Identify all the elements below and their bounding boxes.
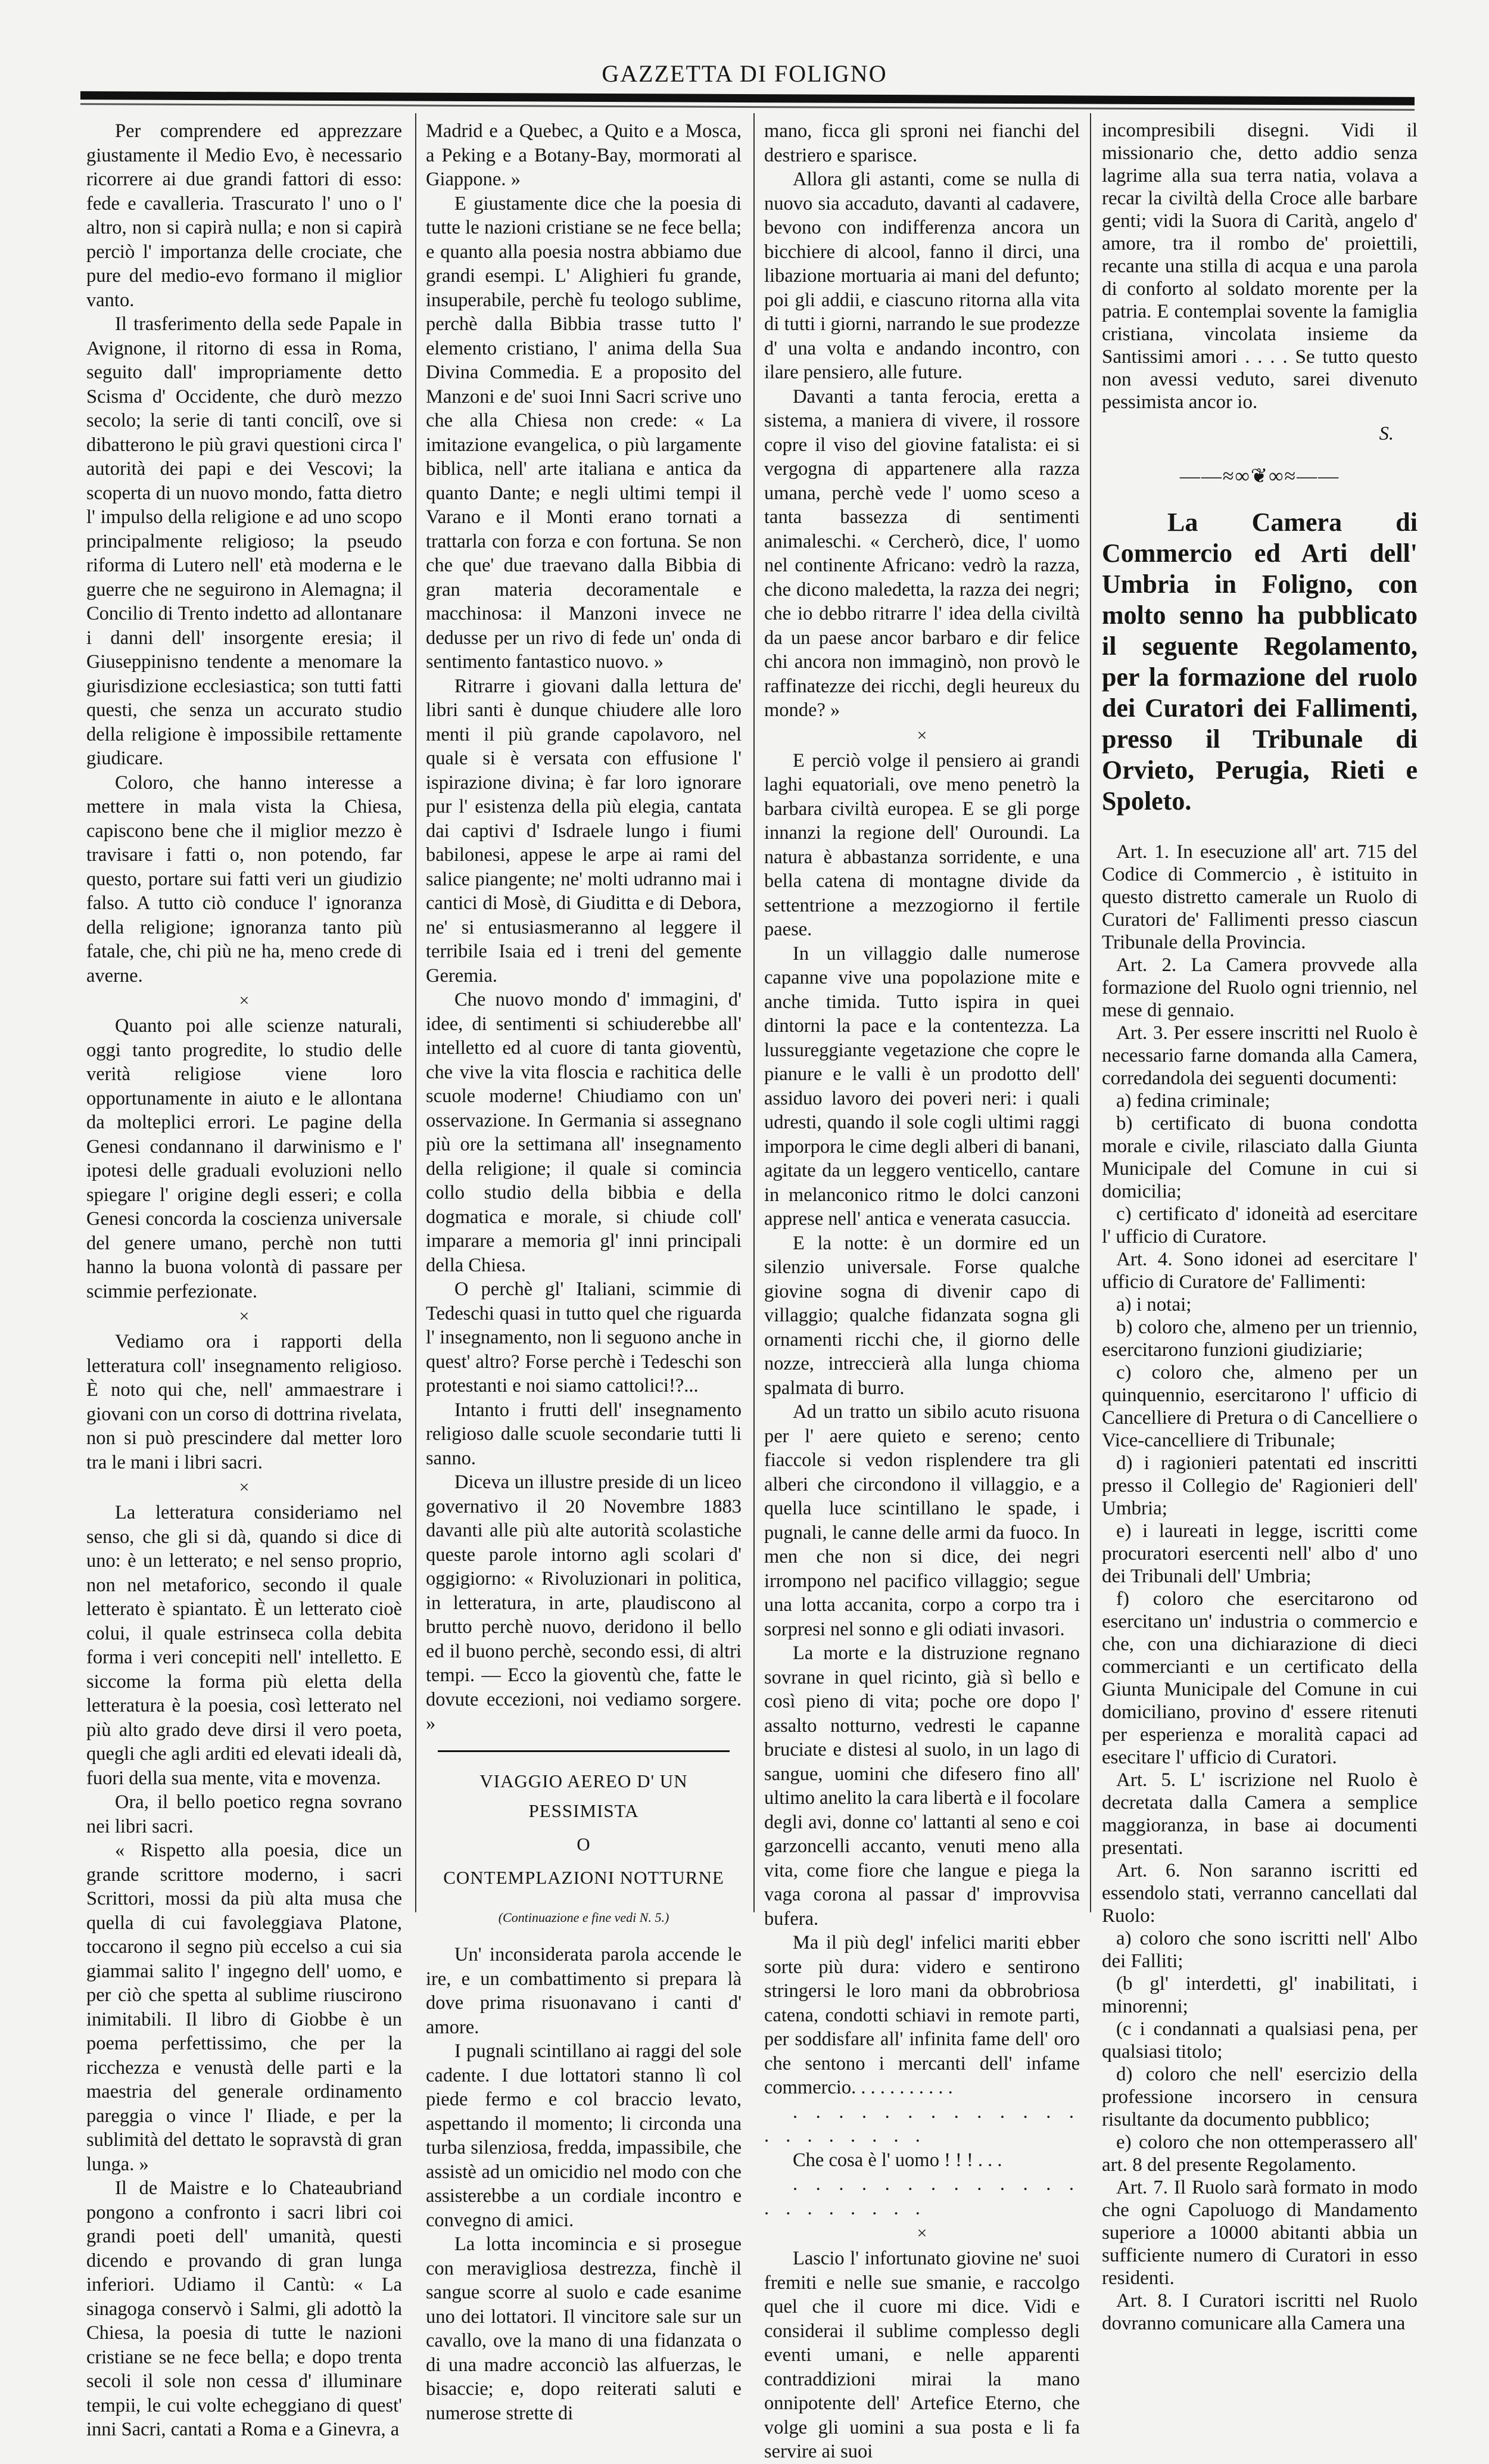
paragraph: O perchè gl' Italiani, scimmie di Tedeschi quasi in tutto quel che riguarda l' insegnamento, non li seguono anche in quest' altro? Forse perchè i Tedeschi son protestanti e noi siamo cattolici!?... [426,1278,742,1396]
column-1 [86,119,402,2442]
regulation-subitem: (b gl' interdetti, gl' inabilitati, i minorenni; [1102,1973,1418,2017]
author-signature: S. [1379,423,1394,444]
paragraph: Che cosa è l' uomo ! ! ! . . . [793,2149,1002,2171]
regulation-subitem: d) coloro che nell' esercizio della professione incorsero in censura risultante da documento pubblico; [1102,2063,1418,2130]
paragraph: Intanto i frutti dell' insegnamento religioso dalle scuole secondarie tutti li sanno. [426,1399,742,1469]
column-2 [426,119,742,2425]
paragraph: Ad un tratto un sibilo acuto risuona per l' aere quieto e sereno; cento fiaccole si vedon risplendere tra gli alberi che circondono il villaggio, e a quella luce scintillano le spade, i pugnali, le canne delle armi da fuoco. In men che non si dice, dei negri irrompono nel pacifico villaggio; segue una lotta accanita, corpo a corpo tra i sorpresi nel sonno e gli odiati invasori. [764,1401,1080,1640]
paragraph-continued: mano, ficca gli sproni nei fianchi del destriero e sparisce. [764,120,1080,166]
column-divider [1090,113,1091,1912]
regulation-subitem: e) i laureati in legge, iscritti come procuratori esercenti nell' albo d' uno dei Tribunali dell' Umbria; [1102,1520,1418,1587]
paragraph: Per comprendere ed apprezzare giustamente il Medio Evo, è necessario ricorrere ai due grandi fattori di esso: fede e cavalleria. Trascurato l' uno o l' altro, non si capirà nulla; e non si capirà perciò l' importanza delle crociate, che pure del medio-evo formano il miglior vanto. [86,120,402,311]
regulation-subitem: a) i notai; [1116,1293,1192,1315]
paragraph: In un villaggio dalle numerose capanne vive una popolazione mite e anche timida. Tutto ispira in quei dintorni la pace e la contentezza. La lussureggiante vegetazione che copre le pianure e le valli è un prodotto dell' assiduo lavoro dei poveri neri: i quali udresti, quando il sole cogli ultimi raggi imporpora le cime degli alberi di banani, agitate da un leggero venticello, cantare in melanconico ritmo le dolci canzoni apprese nell' antica e venerata casuccia. [764,942,1080,1230]
article-title: VIAGGIO AEREO D' UN PESSIMISTA [479,1770,688,1821]
paragraph: Lascio l' infortunato giovine ne' suoi fremiti e nelle sue smanie, e raccolgo quel che il cuore mi dice. Vidi e considerai il sublime complesso degli eventi umani, e nelle apparenti contraddizioni mirai la mano onnipotente dell' Artefice Eterno, che volge gli uomini a sua posta e li fa servire ai suoi [764,2248,1080,2462]
regulation-article: Art. 5. L' iscrizione nel Ruolo è decretata dalla Camera a semplice maggioranza, in base ai documenti presentati. [1102,1769,1418,1859]
paragraph: « Rispetto alla poesia, dice un grande scrittore moderno, i sacri Scrittori, mossi da più alta musa che quella di cui favoleggiava Platone, toccarono il segno più eccelso a cui sia giammai salito l' ingegno dell' uomo, e per ciò che spetta al sublime riuscirono inimitabili. Il libro di Giobbe è un poema perfettissimo, che per la ricchezza e venustà delle parti e la maestria del generale ordinamento pareggia o vince l' Iliade, e per la sublimità del dettato le sopravstà di gran lunga. » [86,1840,402,2175]
paragraph: La lotta incomincia e si prosegue con meravigliosa destrezza, finchè il sangue scorre al suolo e cade esanime uno dei lottatori. Il vincitore sale sur un cavallo, ove la mano di una fidanzata o di una madre acconciò las alfuerzas, le bisaccie; e, dopo reiterati saluti e numerose strette di [426,2233,742,2424]
paragraph: E giustamente dice che la poesia di tutte le nazioni cristiane se ne fece bella; e quanto alla poesia nostra abbiamo due grandi esempi. L' Alighieri fu grande, insuperabile, perchè fu teologo sublime, perchè dalla Bibbia trasse tutto l' elemento cristiano, l' anima della Sua Divina Commedia. E a proposito del Manzoni e de' suoi Inni Sacri scrive uno che alla Chiesa non crede: « La imitazione evangelica, o più largamente biblica, nell' arte italiana e antica da quanto Dante; e negli ultimi tempi il Varano e il Monti erano tornati a trattarla con forza e con fortuna. Se non che que' due traevano dalla Bibbia di gran materia decoramentale e macchinosa: il Manzoni invece ne dedusse per un rivo di fede un' onda di sentimento fantastico nuovo. » [426,192,742,673]
column-3 [764,119,1080,2464]
column-divider [415,113,416,1912]
paragraph: Il trasferimento della sede Papale in Avignone, il ritorno di essa in Roma, seguito dall' impropriamente detto Scisma d' Occidente, che durò mezzo secolo; la serie di tanti concilî, ove si dibatterono le più gravi questioni circa l' autorità dei papi e dei Vescovi; la scoperta di un nuovo mondo, fatta dietro l' impulso della religione e ad uno scopo principalmente religioso; la pseudo riforma di Lutero nell' età moderna e le guerre che ne seguirono in Alemagna; il Concilio di Trento indetto ad allontanare i danni dell' insorgente eresia; il Giuseppinisno tendente a menomare la giurisdizione ecclesiastica; son tutti fatti questi, che senza un accurato studio della religione è impossibile rettamente giudicare. [86,313,402,769]
paragraph: Ma il più degl' infelici mariti ebber sorte più dura: videro e sentirono stringersi le loro mani da obbrobriosa catena, condotti schiavi in remote parti, per soddisfare all' infinita fame dell' oro che sentono i mercanti dell' infame commercio. . . . . . . . . . . [764,1932,1080,2098]
paragraph: Vediamo ora i rapporti della letteratura coll' insegnamento religioso. È noto qui che, nell' ammaestrare i giovani con un corso di dottrina rivelata, non si può prescindere dal metter loro tra le mani i libri sacri. [86,1331,402,1473]
announcement-heading: La Camera di Commercio ed Arti dell' Umbria in Foligno, con molto senno ha pubblicato il seguente Regolamento, per la formazione del ruolo dei Curatori dei Fallimenti, presso il Tribunale di Orvieto, Perugia, Rieti e Spoleto. [1102,507,1418,816]
regulation-subitem: a) coloro che sono iscritti nell' Albo dei Falliti; [1102,1927,1418,1972]
regulation-article: Art. 3. Per essere inscritti nel Ruolo è necessario farne domanda alla Camera, corredandola dei seguenti documenti: [1102,1022,1418,1089]
regulation-subitem: b) certificato di buona condotta morale e civile, rilasciato dalla Giunta Municipale del Comune in cui si domicilia; [1102,1112,1418,1202]
article-title: CONTEMPLAZIONI NOTTURNE [443,1866,724,1888]
paragraph: Ritrarre i giovani dalla lettura de' libri santi è dunque chiudere alle loro menti il più grande capolavoro, nel quale si è versata con effusione l' ispirazione divina; è far loro ignorare pur l' esistenza della più elegia, cantata dai captivi d' Isdraele lungo i fiumi babilonesi, appese le arpe ai rami del salice piangente; ne' molti udranno mai i cantici di Mosè, di Giuditta e di Debora, ne' si entusiasmeranno al leggere il terribile Isaia ed i treni del gemente Geremia. [426,675,742,987]
paragraph: Allora gli astanti, come se nulla di nuovo sia accaduto, davanti al cadavere, bevono con indifferenza ancora un bicchiere di alcool, fanno il dirci, una libazione mortuaria ai mani del defunto; poi gli addii, e ciascuno ritorna alla vita di tutti i giorni, narrando le sue prodezze d' una volta e andando incontro, con ilare pensiero, alle future. [764,169,1080,383]
regulation-subitem: b) coloro che, almeno per un triennio, esercitarono funzioni giudiziarie; [1102,1316,1418,1361]
section-separator: × [239,991,250,1010]
article-title: O [577,1833,591,1855]
regulation-subitem: (c i condannati a qualsiasi pena, per qualsiasi titolo; [1102,2018,1418,2062]
masthead-title: GAZZETTA DI FOLIGNO [602,60,887,87]
paragraph: Diceva un illustre preside di un liceo governativo il 20 Novembre 1883 davanti alle più alte autorità scolastiche queste parole intorno agli scolari d' oggigiorno: « Rivoluzionari in politica, in letteratura, in arte, plaudiscono al brutto perchè nuovo, deridono il bello ed il buono perchè, secondo essi, di altri tempi. — Ecco la gioventù che, fatte le dovute eccezioni, noi vediamo sorgere. » [426,1471,742,1734]
paragraph: E perciò volge il pensiero ai grandi laghi equatoriali, ove meno penetrò la barbara civiltà europea. E se gli porge innanzi la regione dell' Ouroundi. La natura è abbastanza sorridente, e una bella catena di montagne divide da settentrione a mezzogiorno il fertile paese. [764,749,1080,940]
paragraph: Davanti a tanta ferocia, eretta a sistema, a maniera di vivere, il rossore copre il viso del giovine fatalista: ei si vergogna di appartenere alla razza umana, perchè vede l' uomo sceso a tanta bassezza di sentimenti animaleschi. « Cercherò, dice, l' uomo nel continente Africano: vedrò la razza, che dicono maledetta, la razza dei negri; che io debbo ritrarre l' idea della civiltà da un paese ancor barbaro e dir felice chi ancora non immaginò, non provò le raffinatezze dei ricchi, degli heureux du monde? » [764,385,1080,721]
regulation-subitem: c) certificato d' idoneità ad esercitare l' ufficio di Curatore. [1102,1203,1418,1247]
paragraph: La morte e la distruzione regnano sovrane in quel ricinto, già sì bello e così pieno di vita; poche ore dopo l' assalto notturno, vedresti le capanne bruciate e distesi al suolo, in un lago di sangue, uomini che difesero fino all' ultimo anelito la cara libertà e il focolare degli avi, donne co' lattanti al seno e coi garzoncelli accanto, venuti meno alla vita, come fiore che langue e piega la vaga corona al passar d' improvvisa bufera. [764,1642,1080,1930]
section-separator: × [917,2223,927,2243]
section-separator: × [239,1306,250,1326]
header-rule [80,91,1415,105]
paragraph: Ora, il bello poetico regna sovrano nei libri sacri. [86,1791,402,1837]
regulation-subitem: c) coloro che, almeno per un quinquennio, esercitarono l' ufficio di Cancelliere di Pretura o di Cancelliere o Vice-cancelliere di Tribunale; [1102,1361,1418,1451]
continuation-note: (Continuazione e fine vedi N. 5.) [498,1909,669,1925]
ellipsis-line: . . . . . . . . . . . . . . . . . . . . . [764,2101,1080,2146]
column-divider [753,113,755,1912]
paragraph: La letteratura consideriamo nel senso, che gli si dà, quando si dice di uno: è un letterato; e nel senso proprio, non nel metaforico, secondo il quale letterato è spiantato. È un letterato cioè colui, il quale estrinseca colla debita forma i veri concepiti nell' intelletto. E siccome la forma più eletta della letteratura è la poesia, così letterato nel più alto grado deve dirsi il vero poeta, quegli che agli arditi ed elevati ideali dà, fuori della sua mente, vita e movenza. [86,1502,402,1789]
regulation-subitem: e) coloro che non ottemperassero all' art. 8 del presente Regolamento. [1102,2131,1418,2176]
paragraph: Che nuovo mondo d' immagini, d' idee, di sentimenti si schiuderebbe all' intelletto ed al cuore di tanta gioventù, che vive la vita floscia e rachitica delle scuole moderne! Chiudiamo con un' osservazione. In Germania si assegnano più ore la settimana all' insegnamento della religione; il quale si comincia collo studio della bibbia e della dogmatica e morale, si chiude coll' imparare a memoria gl' inni principali della Chiesa. [426,989,742,1276]
paragraph: Un' inconsiderata parola accende le ire, e un combattimento si prepara là dove prima risuonavano i canti d' amore. [426,1944,742,2038]
paragraph: Il de Maistre e lo Chateaubriand pongono a confronto i sacri libri coi grandi poeti dell' umanità, questi dicendo e provando di gran lunga inferiori. Udiamo il Cantù: « La sinagoga conservò i Salmi, gli adottò la Chiesa, la poesia di tutte le nazioni cristiane se ne fece bella; e dopo trenta secoli il sole non cessa d' illuminare tempii, le cui volte echeggiano di quest' inni Sacri, cantati a Roma e a Ginevra, a [86,2177,402,2440]
section-separator: × [239,1477,250,1497]
paragraph: E la notte: è un dormire ed un silenzio universale. Forse qualche giovine sogna di divenir capo di villaggio; qualche fidanzata sogna gli ornamenti ricchi che, il giorno delle nozze, intreccierà alla lunga chioma spalmata di burro. [764,1232,1080,1399]
paragraph: I pugnali scintillano ai raggi del sole cadente. I due lottatori stanno lì col piede fermo e col braccio levato, aspettando il momento; li circonda una turba silenziosa, fredda, impassibile, che assistè ad un omicidio nel modo con che assisterebbe a un cordiale incontro e convegno di amici. [426,2040,742,2231]
regulation-article: Art. 2. La Camera provvede alla formazione del Ruolo ogni triennio, nel mese di gennaio. [1102,954,1418,1021]
ornament-divider: ——≈∞❦∞≈—— [1179,465,1340,487]
paragraph: Quanto poi alle scienze naturali, oggi tanto progredite, lo studio delle verità religiose viene loro opportunamente in aiuto e le allontana da molteplici errori. Le pagine della Genesi condannano il darwinismo e l' ipotesi delle graduali evoluzioni nello spiegare l' origine degli esseri; e colla Genesi concorda la coscienza universale del genere umano, perchè non tutti hanno la buona volontà di passare per scimmie perfezionate. [86,1015,402,1302]
regulation-subitem: f) coloro che esercitarono od esercitano un' industria o commercio e che, con una dichiarazione di dieci commercianti e un certificato della Giunta Municipale del Comune in cui domiciliano, provino d' essere ritenuti per esperienza e moralità capaci ad esecitare l' ufficio di Curatori. [1102,1588,1418,1768]
regulation-subitem: d) i ragionieri patentati ed inscritti presso il Collegio de' Ragionieri dell' Umbria; [1102,1452,1418,1519]
ellipsis-line: . . . . . . . . . . . . . . . . . . . . . [764,2173,1080,2219]
regulation-article: Art. 1. In esecuzione all' art. 715 del Codice di Commercio , è istituito in questo distretto camerale un Ruolo di Curatori de' Fallimenti presso ciascun Tribunale della Provincia. [1102,841,1418,953]
paragraph: Coloro, che hanno interesse a mettere in mala vista la Chiesa, capiscono bene che il miglior mezzo è travisare i fatti o, non potendo, far questo, portare sui fatti veri un giudizio falso. A tutto ciò conduce l' ignoranza della religione; ignoranza tanto più fatale, che, chi più ne ha, meno crede di averne. [86,771,402,987]
regulation-article: Art. 6. Non saranno iscritti ed essendolo stati, verranno cancellati dal Ruolo: [1102,1859,1418,1927]
paragraph-continued: Madrid e a Quebec, a Quito e a Mosca, a Peking e a Botany-Bay, mormorati al Giappone. » [426,120,742,190]
section-separator: × [917,725,927,745]
regulation-article: Art. 8. I Curatori iscritti nel Ruolo dovranno comunicare alla Camera una [1102,2289,1418,2334]
regulation-article: Art. 7. Il Ruolo sarà formato in modo che ogni Capoluogo di Mandamento superiore a 10000 abitanti abbia un sufficiente numero di Curatori in esso residenti. [1102,2176,1418,2289]
paragraph-continued: incompresibili disegni. Vidi il missionario che, detto addio senza lagrime alla sua terra natia, volava a recar la civiltà della Croce alle barbare genti; vidi la Suora di Carità, angelo d' amore, tra il rombo de' proiettili, recante una stilla di acqua e una parola di conforto al soldato morente per la patria. E contemplai sovente la famiglia cristiana, vincolata insieme da Santissimi amori . . . . Se tutto questo non avessi veduto, sarei divenuto pessimista ancor io. [1102,120,1418,413]
regulation-subitem: a) fedina criminale; [1116,1090,1270,1112]
column-4 [1102,119,1418,2335]
regulation-article: Art. 4. Sono idonei ad esercitare l' ufficio di Curatore de' Fallimenti: [1102,1248,1418,1293]
section-rule [438,1750,730,1752]
